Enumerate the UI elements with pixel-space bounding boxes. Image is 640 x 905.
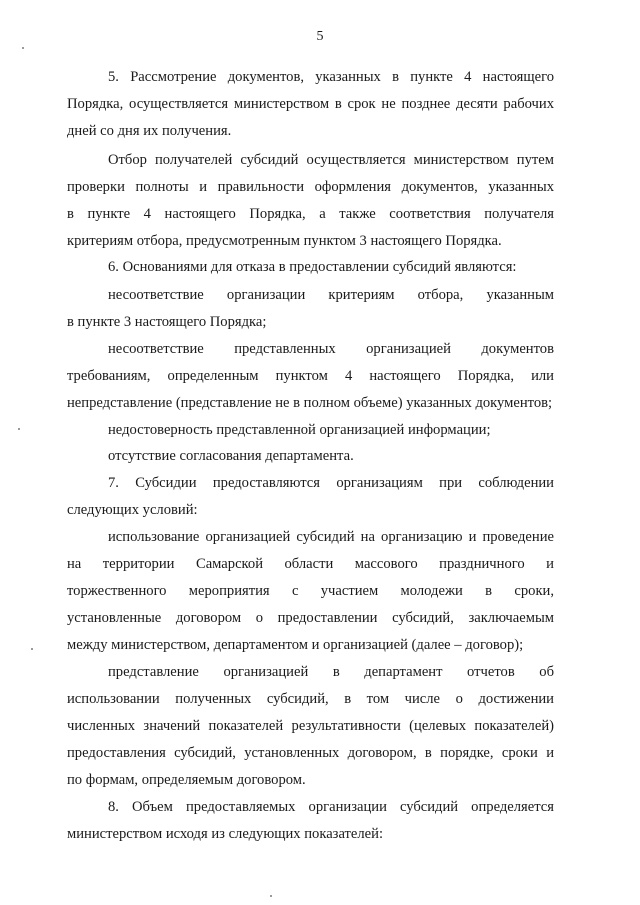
text-line: торжественного мероприятия с участием молодежи в сроки, bbox=[67, 583, 554, 599]
text-line: численных значений показателей результативности (целевых показателей) bbox=[67, 718, 554, 734]
text-line: использовании полученных субсидий, в том числе о достижении bbox=[67, 691, 554, 707]
text-line: непредставление (представление не в полном объеме) указанных документов; bbox=[67, 395, 553, 411]
text-line: на территории Самарской области массового праздничного и bbox=[67, 556, 554, 572]
text-line: несоответствие организации критериям отбора, указанным bbox=[108, 287, 554, 303]
text-line: 5. Рассмотрение документов, указанных в пункте 4 настоящего bbox=[108, 69, 554, 85]
text-line: Порядка, осуществляется министерством в срок не позднее десяти рабочих bbox=[67, 96, 554, 112]
text-line: дней со дня их получения. bbox=[67, 123, 232, 139]
text-line: министерством исходя из следующих показателей: bbox=[67, 826, 384, 842]
text-line: между министерством, департаментом и организацией (далее – договор); bbox=[67, 637, 524, 653]
text-line: 8. Объем предоставляемых организации субсидий определяется bbox=[108, 799, 554, 815]
text-line: 7. Субсидии предоставляются организациям при соблюдении bbox=[108, 475, 554, 491]
page-number: 5 bbox=[316, 29, 324, 44]
text-line: критериям отбора, предусмотренным пунктом 3 настоящего Порядка. bbox=[67, 233, 502, 249]
text-line: отсутствие согласования департамента. bbox=[108, 448, 354, 464]
text-line: требованиям, определенным пунктом 4 настоящего Порядка, или bbox=[67, 368, 554, 384]
scan-speck bbox=[31, 648, 33, 650]
text-line: 6. Основаниями для отказа в предоставлении субсидий являются: bbox=[108, 259, 517, 275]
text-line: предоставления субсидий, установленных договором, в порядке, сроки и bbox=[67, 745, 554, 761]
text-line: использование организацией субсидий на организацию и проведение bbox=[108, 529, 554, 545]
text-line: недостоверность представленной организацией информации; bbox=[108, 422, 491, 438]
text-line: представление организацией в департамент отчетов об bbox=[108, 664, 554, 680]
text-line: проверки полноты и правильности оформления документов, указанных bbox=[67, 179, 554, 195]
text-line: следующих условий: bbox=[67, 502, 198, 518]
text-line: Отбор получателей субсидий осуществляется министерством путем bbox=[108, 152, 554, 168]
text-line: установленные договором о предоставлении субсидий, заключаемым bbox=[67, 610, 554, 626]
scan-speck bbox=[270, 895, 272, 897]
text-line: в пункте 3 настоящего Порядка; bbox=[67, 314, 267, 330]
text-line: по формам, определяемым договором. bbox=[67, 772, 306, 788]
text-line: несоответствие представленных организацией документов bbox=[108, 341, 554, 357]
scan-speck bbox=[22, 47, 24, 49]
scan-speck bbox=[18, 428, 20, 430]
text-line: в пункте 4 настоящего Порядка, а также соответствия получателя bbox=[67, 206, 554, 222]
